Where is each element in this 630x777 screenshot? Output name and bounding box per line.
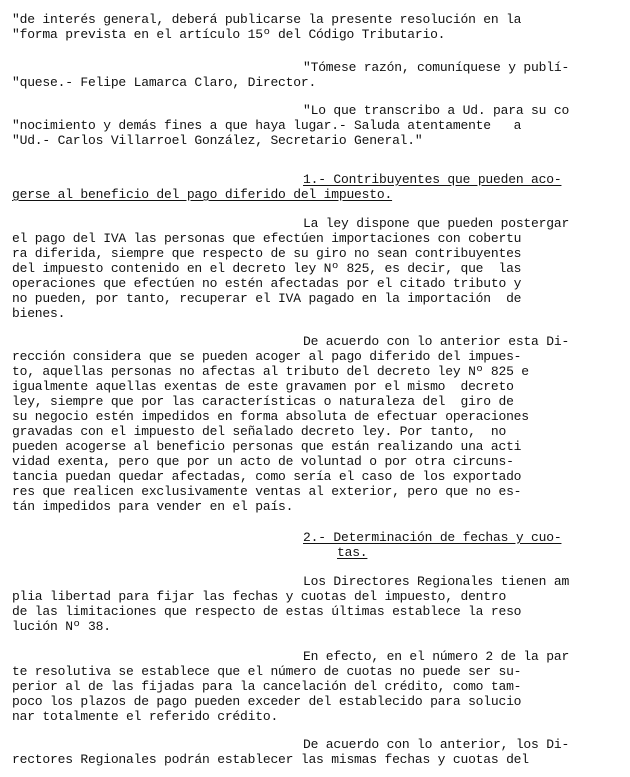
text-line: poco los plazos de pago pueden exceder del establecido para solucio <box>12 694 522 709</box>
text-line: de las limitaciones que respecto de estas últimas establece la reso <box>12 604 522 619</box>
text-line: gravadas con el impuesto del señalado decreto ley. Por tanto, no <box>12 424 507 439</box>
text-line: "de interés general, deberá publicarse la presente resolución en la <box>12 12 522 27</box>
section-heading: 1.- Contribuyentes que pueden aco- <box>303 172 562 187</box>
text-line: no pueden, por tanto, recuperar el IVA pagado en la importación de <box>12 291 522 306</box>
text-line: rección considera que se pueden acoger al pago diferido del impues- <box>12 349 522 364</box>
text-line: En efecto, en el número 2 de la par <box>303 649 570 664</box>
text-line: "Ud.- Carlos Villarroel González, Secretario General." <box>12 133 423 148</box>
section-heading: tas. <box>337 545 368 560</box>
text-line: "nocimiento y demás fines a que haya lugar.- Saluda atentamente a <box>12 118 522 133</box>
text-line: operaciones que efectúen no estén afectadas por el citado tributo y <box>12 276 522 291</box>
text-line: "forma prevista en el artículo 15º del Código Tributario. <box>12 27 446 42</box>
text-line: su negocio estén impedidos en forma absoluta de efectuar operaciones <box>12 409 529 424</box>
text-line: to, aquellas personas no afectas al tributo del decreto ley Nº 825 e <box>12 364 529 379</box>
text-line: De acuerdo con lo anterior, los Di- <box>303 737 570 752</box>
text-line: plia libertad para fijar las fechas y cuotas del impuesto, dentro <box>12 589 507 604</box>
section-heading: 2.- Determinación de fechas y cuo- <box>303 530 562 545</box>
text-line: "Lo que transcribo a Ud. para su co <box>303 103 570 118</box>
text-line: De acuerdo con lo anterior esta Di- <box>303 334 570 349</box>
text-line: perior al de las fijadas para la cancelación del crédito, como tam- <box>12 679 522 694</box>
text-line: ley, siempre que por las características o naturaleza del giro de <box>12 394 514 409</box>
text-line: igualmente aquellas exentas de este gravamen por el mismo decreto <box>12 379 514 394</box>
text-line: nar totalmente el referido crédito. <box>12 709 279 724</box>
text-line: tán impedidos para vender en el país. <box>12 499 294 514</box>
section-heading: gerse al beneficio del pago diferido del impuesto. <box>12 187 393 202</box>
text-line: "Tómese razón, comuníquese y publí- <box>303 60 570 75</box>
text-line: rectores Regionales podrán establecer las mismas fechas y cuotas del <box>12 752 529 767</box>
text-line: tancia puedan quedar afectadas, como sería el caso de los exportado <box>12 469 522 484</box>
text-line: te resolutiva se establece que el número de cuotas no puede ser su- <box>12 664 522 679</box>
text-line: pueden acogerse al beneficio personas que están realizando una acti <box>12 439 522 454</box>
text-line: el pago del IVA las personas que efectúen importaciones con cobertu <box>12 231 522 246</box>
text-line: del impuesto contenido en el decreto ley Nº 825, es decir, que las <box>12 261 522 276</box>
text-line: Los Directores Regionales tienen am <box>303 574 570 589</box>
text-line: bienes. <box>12 306 66 321</box>
text-line: "quese.- Felipe Lamarca Claro, Director. <box>12 75 317 90</box>
text-line: lución Nº 38. <box>12 619 111 634</box>
text-line: vidad exenta, pero que por un acto de voluntad o por otra circuns- <box>12 454 514 469</box>
text-line: La ley dispone que pueden postergar <box>303 216 570 231</box>
text-line: res que realicen exclusivamente ventas al exterior, pero que no es- <box>12 484 522 499</box>
text-line: ra diferida, siempre que respecto de su giro no sean contribuyentes <box>12 246 522 261</box>
